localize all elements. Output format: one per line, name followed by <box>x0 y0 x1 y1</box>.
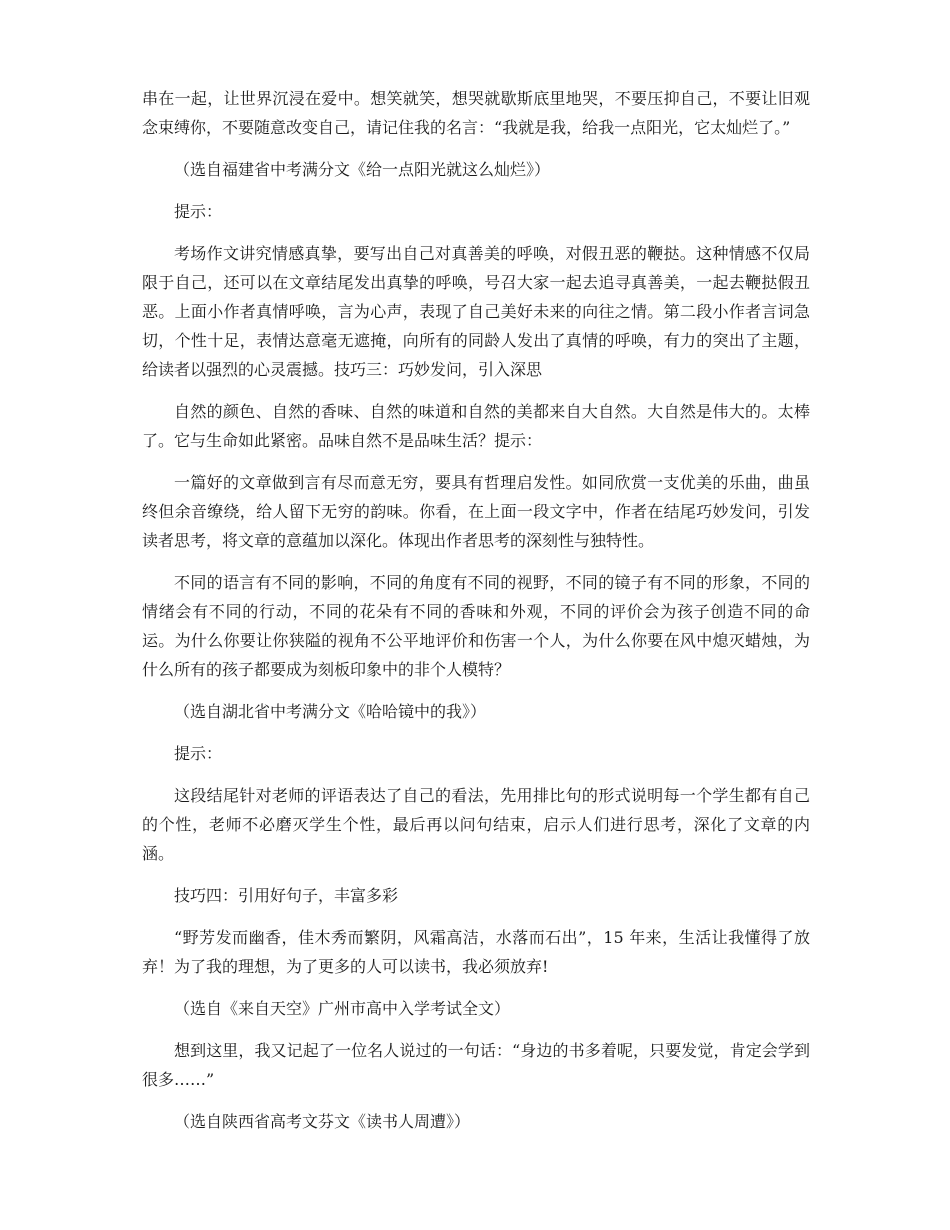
paragraph-source-citation: （选自《来自天空》广州市高中入学考试全文） <box>174 999 511 1018</box>
paragraph-hint-text: 一篇好的文章做到言有尽而意无穷，要具有哲理启发性。如同欣赏一支优美的乐曲，曲虽终但余音缭绕，给人留下无穷的韵味。你看，在上面一段文字中，作者在结尾巧妙发问，引发读者思考，将文章的意蕴加以深化。体现出作者思考的深刻性与独特性。 <box>142 473 810 550</box>
paragraph-technique-heading: 技巧四：引用好句子，丰富多彩 <box>174 886 399 905</box>
paragraph-source-citation: （选自陕西省高考文芬文《读书人周遭》） <box>174 1112 471 1131</box>
paragraph-continued-text: 串在一起，让世界沉浸在爱中。想笑就笑，想哭就歇斯底里地哭，不要压抑自己，不要让旧观念束缚你，不要随意改变自己，请记住我的名言：“我就是我，给我一点阳光，它太灿烂了。” <box>142 89 810 137</box>
paragraph-source-citation: （选自福建省中考满分文《给一点阳光就这么灿烂》） <box>174 160 551 179</box>
paragraph-hint-label: 提示： <box>174 744 223 763</box>
paragraph-example-text: 自然的颜色、自然的香味、自然的味道和自然的美都来自大自然。大自然是伟大的。太棒了。它与生命如此紧密。品味自然不是品味生活？提示： <box>142 402 810 450</box>
paragraph-hint-label: 提示： <box>174 202 223 221</box>
paragraph-source-citation: （选自湖北省中考满分文《哈哈镜中的我》） <box>174 702 487 721</box>
paragraph-example-text: 想到这里，我又记起了一位名人说过的一句话：“身边的书多着呢，只要发觉，肯定会学到很多……” <box>142 1041 810 1089</box>
paragraph-example-text: “野芳发而幽香，佳木秀而繁阴，风霜高洁，水落而石出”，15 年来，生活让我懂得了放弃！为了我的理想，为了更多的人可以读书，我必须放弃! <box>142 928 810 976</box>
paragraph-hint-text: 这段结尾针对老师的评语表达了自己的看法，先用排比句的形式说明每一个学生都有自己的个性，老师不必磨灭学生个性，最后再以问句结束，启示人们进行思考，深化了文章的内涵。 <box>142 786 810 863</box>
document-body <box>142 84 810 1149</box>
paragraph-hint-text: 考场作文讲究情感真挚，要写出自己对真善美的呼唤，对假丑恶的鞭挞。这种情感不仅局限于自己，还可以在文章结尾发出真挚的呼唤，号召大家一起去追寻真善美，一起去鞭挞假丑恶。上面小作者真情呼唤，言为心声，表现了自己美好未来的向往之情。第二段小作者言词急切，个性十足，表情达意毫无遮掩，向所有的同龄人发出了真情的呼唤，有力的突出了主题，给读者以强烈的心灵震撼。技巧三：巧妙发问，引入深思 <box>142 244 810 379</box>
paragraph-example-text: 不同的语言有不同的影响，不同的角度有不同的视野，不同的镜子有不同的形象，不同的情绪会有不同的行动，不同的花朵有不同的香味和外观，不同的评价会为孩子创造不同的命运。为什么你要让你狭隘的视角不公平地评价和伤害一个人，为什么你要在风中熄灭蜡烛，为什么所有的孩子都要成为刻板印象中的非个人模特？ <box>142 573 810 679</box>
